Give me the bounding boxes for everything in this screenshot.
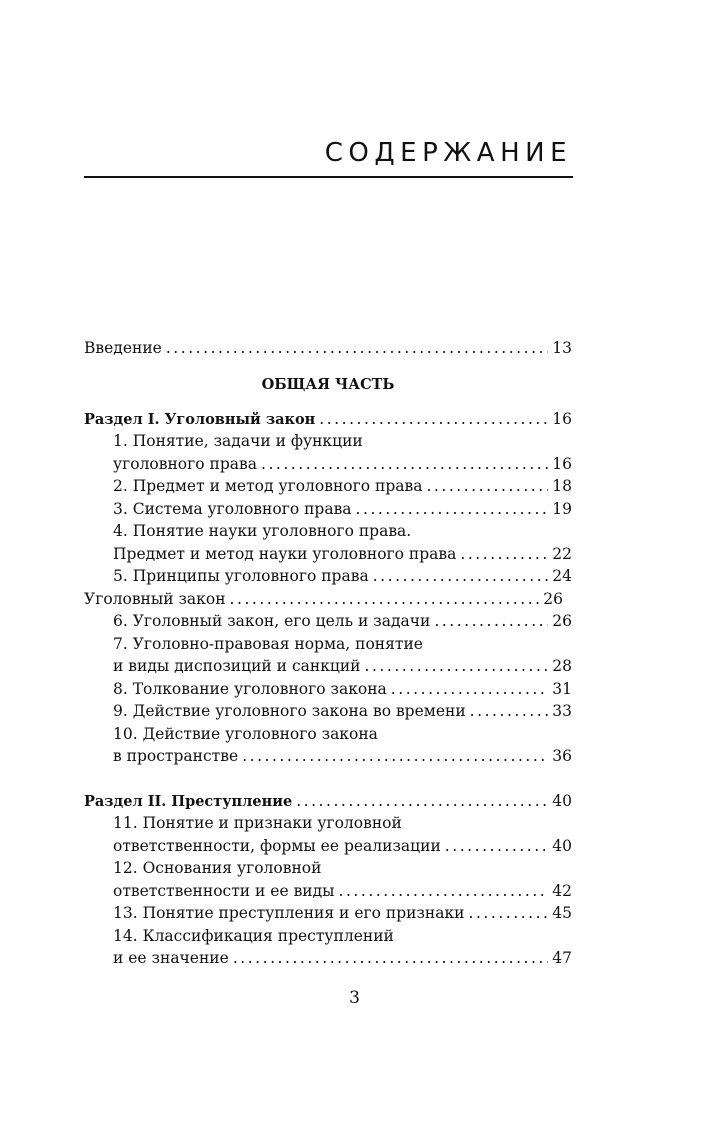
toc-entry[interactable]	[113, 857, 572, 879]
toc-entry[interactable]	[113, 430, 572, 452]
dot-leader	[319, 408, 548, 430]
dot-leader	[339, 880, 549, 902]
toc-entry-page: 16	[552, 410, 572, 428]
toc-entry[interactable]	[113, 902, 572, 924]
toc-entry[interactable]	[113, 565, 572, 587]
toc-entry-page: 22	[552, 545, 572, 563]
toc-entry[interactable]	[84, 337, 572, 359]
dot-leader	[166, 337, 548, 359]
toc-entry-page: 36	[552, 747, 572, 765]
toc-entry[interactable]	[84, 588, 563, 610]
toc-entry-title: Введение	[84, 339, 162, 357]
toc-entry-title: 12. Основания уголовной	[113, 859, 322, 877]
toc-entry-page: 26	[543, 590, 563, 608]
toc-entry-title: и виды диспозиций и санкций	[113, 657, 361, 675]
toc-entry-title: 9. Действие уголовного закона во времени	[113, 702, 466, 720]
toc-entry[interactable]	[113, 610, 572, 632]
part-heading: ОБЩАЯ ЧАСТЬ	[261, 376, 395, 393]
toc-entry[interactable]	[113, 475, 572, 497]
dot-leader	[434, 610, 548, 632]
toc-entry-title: 4. Понятие науки уголовного права.	[113, 522, 412, 540]
toc-entry-title: 14. Классификация преступлений	[113, 927, 394, 945]
dot-leader	[469, 902, 549, 924]
toc-entry[interactable]	[113, 880, 572, 902]
toc-entry-page: 16	[552, 455, 572, 473]
toc-entry[interactable]	[113, 543, 572, 565]
dot-leader	[391, 678, 548, 700]
dot-leader	[296, 790, 548, 812]
toc-entry-title: 11. Понятие и признаки уголовной	[113, 814, 402, 832]
toc-entry-page: 26	[552, 612, 572, 630]
dot-leader	[373, 565, 549, 587]
dot-leader	[230, 588, 540, 610]
page-number: 3	[349, 988, 360, 1008]
toc-entry-title: 13. Понятие преступления и его признаки	[113, 904, 465, 922]
toc-entry-page: 24	[552, 567, 572, 585]
page-title: СОДЕРЖАНИЕ	[324, 138, 572, 168]
toc-entry-page: 18	[552, 477, 572, 495]
dot-leader	[470, 700, 549, 722]
toc-entry[interactable]	[84, 408, 572, 430]
toc-entry-title: уголовного права	[113, 455, 257, 473]
toc-entry[interactable]	[84, 790, 572, 812]
toc-entry-title: 2. Предмет и метод уголовного права	[113, 477, 423, 495]
dot-leader	[445, 835, 548, 857]
dot-leader	[426, 475, 548, 497]
toc-entry[interactable]	[113, 678, 572, 700]
toc-entry-page: 13	[552, 339, 572, 357]
toc-entry[interactable]	[113, 655, 572, 677]
toc-entry-title: 8. Толкование уголовного закона	[113, 680, 387, 698]
toc-entry[interactable]	[113, 745, 572, 767]
title-underline	[84, 176, 573, 178]
toc-entry-title: 6. Уголовный закон, его цель и задачи	[113, 612, 431, 630]
toc-entry-title: 1. Понятие, задачи и функции	[113, 432, 363, 450]
toc-entry-title: 5. Принципы уголовного права	[113, 567, 369, 585]
toc-entry-page: 45	[552, 904, 572, 922]
toc-entry-title: Предмет и метод науки уголовного права	[113, 545, 457, 563]
toc-entry[interactable]	[113, 947, 572, 969]
dot-leader	[242, 745, 548, 767]
toc-entry-title: Раздел II. Преступление	[84, 793, 293, 810]
toc-entry-title: Уголовный закон	[84, 590, 226, 608]
toc-entry[interactable]	[113, 723, 572, 745]
toc-entry-title: 7. Уголовно-правовая норма, понятие	[113, 635, 423, 653]
toc-entry-page: 47	[552, 949, 572, 967]
toc-entry-title: в пространстве	[113, 747, 239, 765]
toc-entry-title: ответственности и ее виды	[113, 882, 335, 900]
toc-entry[interactable]	[113, 812, 572, 834]
toc-entry-title: 10. Действие уголовного закона	[113, 725, 378, 743]
toc-entry[interactable]	[113, 453, 572, 475]
toc-entry[interactable]	[113, 700, 572, 722]
toc-entry-title: и ее значение	[113, 949, 229, 967]
toc-entry[interactable]	[113, 520, 572, 542]
toc-entry-title: 3. Система уголовного права	[113, 500, 352, 518]
toc-entry[interactable]	[113, 835, 572, 857]
toc-entry-title: Раздел I. Уголовный закон	[84, 411, 316, 428]
dot-leader	[460, 543, 548, 565]
dot-leader	[356, 498, 549, 520]
dot-leader	[365, 655, 549, 677]
dot-leader	[261, 453, 548, 475]
toc-entry[interactable]	[113, 633, 572, 655]
toc-entry-page: 33	[552, 702, 572, 720]
toc-entry[interactable]	[113, 498, 572, 520]
toc-entry-page: 42	[552, 882, 572, 900]
toc-entry[interactable]	[113, 925, 572, 947]
toc-entry-page: 40	[552, 837, 572, 855]
toc-entry-title: ответственности, формы ее реализации	[113, 837, 441, 855]
toc-entry-page: 40	[552, 792, 572, 810]
toc-entry-page: 31	[552, 680, 572, 698]
toc-entry-page: 28	[552, 657, 572, 675]
dot-leader	[233, 947, 548, 969]
toc-entry-page: 19	[552, 500, 572, 518]
